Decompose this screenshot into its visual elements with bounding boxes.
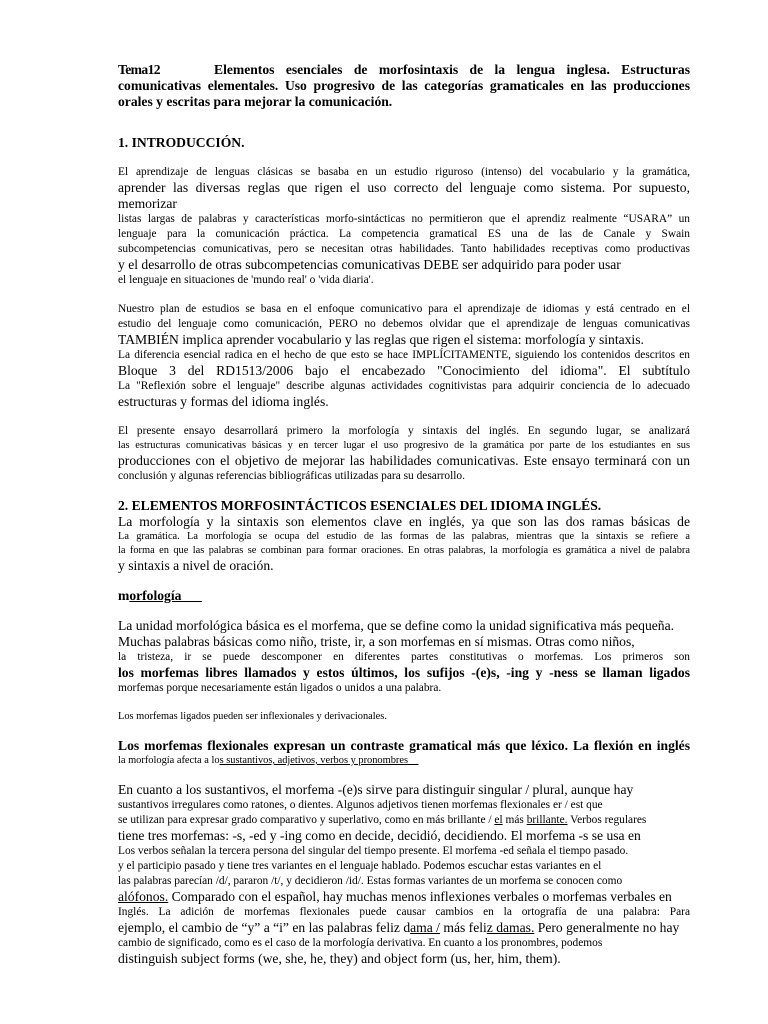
text-line: el lenguaje en situaciones de 'mundo real' o 'vida diaria'. <box>118 274 374 286</box>
text-line: aprender las diversas reglas que rigen el uso correcto del lenguaje como sistema. Por supuesto, memorizar <box>118 180 690 211</box>
text-line: La unidad morfológica básica es el morfema, que se define como la unidad significativa más pequeña. <box>118 618 675 633</box>
text-line: producciones con el objetivo de mejorar las habilidades comunicativas. Este ensayo terminará con un <box>118 453 690 468</box>
text-line: ejemplo, el cambio de “y” a “i” en las palabras feliz dama / más feliz damas. Pero generalmente no hay <box>118 920 680 935</box>
text-line: Muchas palabras básicas como niño, triste, ir, a son morfemas en sí mismas. Otras como niños, <box>118 634 635 649</box>
text-line: En cuanto a los sustantivos, el morfema -(e)s sirve para distinguir singular / plural, aunque hay <box>118 782 634 797</box>
text-line: Nuestro plan de estudios se basa en el enfoque comunicativo para el aprendizaje de idiomas y está centrado en el <box>118 303 690 315</box>
text-line: Los verbos señalan la tercera persona del singular del tiempo presente. El morfema -ed señala el tiempo pasado. <box>118 845 629 857</box>
text-line: y el participio pasado y tiene tres variantes en el lenguaje hablado. Podemos escuchar estas variantes en el <box>118 860 602 872</box>
title-line-1: Elementos esenciales de morfosintaxis de la lengua inglesa. Estructuras <box>214 62 690 77</box>
text-line: TAMBIÉN implica aprender vocabulario y las reglas que rigen el sistema: morfología y sintaxis. <box>118 332 644 347</box>
topic-number: Tema12 <box>118 62 160 77</box>
text-line: El presente ensayo desarrollará primero la morfología y sintaxis del inglés. En segundo lugar, se analizará <box>118 425 690 437</box>
text-line: Inglés. La adición de morfemas flexionales puede causar cambios en la ortografía de una palabra: Para <box>118 906 690 918</box>
text-line: la tristeza, ir se puede descomponer en diferentes partes constitutivas o morfemas. Los primeros son <box>118 651 690 663</box>
text-line: las palabras parecían /d/, pararon /t/, y decidieron /id/. Estas formas variantes de un morfema se conocen como <box>118 875 623 887</box>
section-heading-introduccion: 1. INTRODUCCIÓN. <box>118 135 245 150</box>
paragraph-morfosintaxis <box>118 514 690 574</box>
text-line: subcompetencias comunicativas, pero se necesitan otras habilidades. Tanto habilidades receptivas como productivas <box>118 243 690 255</box>
subheading-morfologia: morfología <box>118 588 182 603</box>
text-line: distinguish subject forms (we, she, he, they) and object form (us, her, him, them). <box>118 951 561 966</box>
document-page <box>118 62 690 967</box>
text-line: La "Reflexión sobre el lenguaje" describe algunas actividades cognitivistas para adquirir conciencia de lo adecuado <box>118 380 690 392</box>
text-line: estructuras y formas del idioma inglés. <box>118 394 329 409</box>
text-line: las estructuras comunicativas básicas y en tercer lugar el uso progresivo de la gramática por parte de los estudiantes en sus <box>118 440 690 451</box>
paragraph-flexion <box>118 782 690 967</box>
paragraph-intro-3 <box>118 424 690 484</box>
text-line: se utilizan para expresar grado comparativo y superlativo, como en más brillante / el más brillante. Verbos regulares <box>118 814 647 826</box>
paragraph-intro-1 <box>118 165 690 288</box>
text-line: estudio del lenguaje como comunicación, PERO no debemos olvidar que el aprendizaje de lenguas comunicativas <box>118 318 690 330</box>
text-line: alófonos. Comparado con el español, hay muchas menos inflexiones verbales o morfemas verbales en <box>118 889 672 904</box>
text-line: lenguaje para la comunicación práctica. La competencia gramatical ES una de las de Canale y Swain <box>118 228 690 240</box>
document-title <box>118 62 690 78</box>
bold-statement: Los morfemas flexionales expresan un contraste gramatical más que léxico. La flexión en inglés <box>118 738 690 753</box>
text-line: y sintaxis a nivel de oración. <box>118 558 274 573</box>
text-line: La diferencia esencial radica en el hecho de que esto se hace IMPLÍCITAMENTE, siguiendo los contenidos descritos en <box>118 349 690 361</box>
text-line: tiene tres morfemas: -s, -ed y -ing como en decide, decidió, decidiendo. El morfema -s se usa en <box>118 828 641 843</box>
paragraph-intro-2 <box>118 302 690 410</box>
text-line: Los morfemas ligados pueden ser inflexionales y derivacionales. <box>118 711 387 722</box>
text-line: La gramática. La morfología se ocupa del estudio de las formas de las palabras, mientras que la sintaxis se refiere a <box>118 531 690 542</box>
paragraph-morfema <box>118 618 690 696</box>
text-line: La morfología y la sintaxis son elementos clave en inglés, ya que son las dos ramas básicas de <box>118 514 690 529</box>
text-line: listas largas de palabras y características morfo-sintácticas no permitieron que el aprendiz realmente “USARA” un <box>118 213 690 225</box>
text-line: cambio de significado, como es el caso de la morfología derivativa. En cuanto a los pronombres, podemos <box>118 937 603 949</box>
section-heading-elementos: 2. ELEMENTOS MORFOSINTÁCTICOS ESENCIALES DEL IDIOMA INGLÉS. <box>118 498 602 513</box>
text-line: la morfología afecta a los sustantivos, adjetivos, verbos y pronombres <box>118 755 409 766</box>
title-line-3: orales y escritas para mejorar la comunicación. <box>118 94 393 109</box>
text-line: los morfemas libres llamados y estos últimos, los sufijos -(e)s, -ing y -ness se llaman ligados <box>118 665 690 680</box>
text-line: Bloque 3 del RD1513/2006 bajo el encabezado "Conocimiento del idioma". El subtítulo <box>118 363 690 378</box>
text-line: conclusión y algunas referencias bibliográficas utilizadas para su desarrollo. <box>118 470 465 482</box>
text-line: morfemas porque necesariamente están ligados o unidos a una palabra. <box>118 682 442 694</box>
title-line-2: comunicativas elementales. Uso progresivo de las categorías gramaticales en las producciones <box>118 78 690 93</box>
text-line: sustantivos irregulares como ratones, o dientes. Algunos adjetivos tienen morfemas flexionales er / est que <box>118 799 603 811</box>
text-line: El aprendizaje de lenguas clásicas se basaba en un estudio riguroso (intenso) del vocabulario y la gramática, <box>118 166 690 178</box>
text-line: y el desarrollo de otras subcompetencias comunicativas DEBE ser adquirido para poder usar <box>118 257 621 272</box>
text-line: la forma en que las palabras se combinan para formar oraciones. En otras palabras, la morfología es gramática a nivel de palabra <box>118 545 690 556</box>
